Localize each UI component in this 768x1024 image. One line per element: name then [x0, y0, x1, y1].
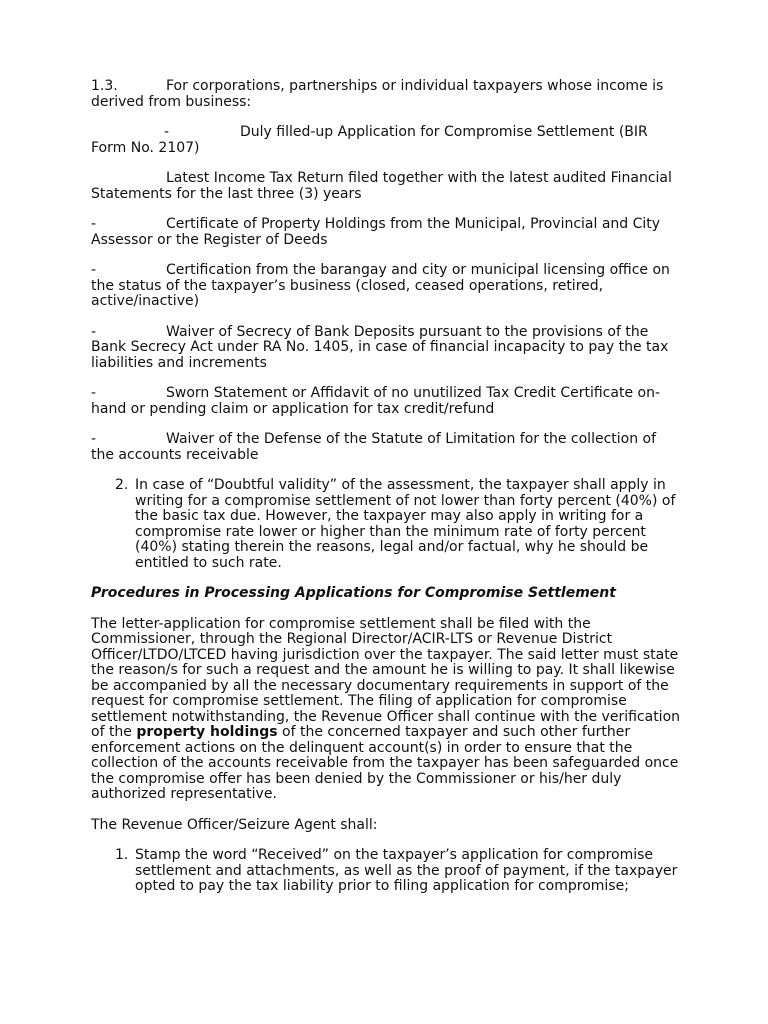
bullet-dash: -	[91, 262, 97, 278]
section-number: 1.3.	[91, 78, 118, 94]
requirement-text: Latest Income Tax Return filed together with the latest audited Financial Statements for the last three (3) years	[91, 170, 672, 202]
bullet-dash: -	[91, 385, 97, 401]
requirement-item	[91, 171, 681, 202]
document-body	[91, 79, 681, 910]
officer-intro: The Revenue Officer/Seizure Agent shall:	[91, 816, 378, 833]
bullet-dash: -	[164, 124, 170, 140]
requirement-text: Duly filled-up Application for Compromise Settlement (BIR Form No. 2107)	[91, 124, 648, 156]
procedures-text-before: The letter-application for compromise settlement shall be filed with the Commissioner, through the Regional Director/ACIR-LTS or Revenue District Officer/LTDO/LTCED having jurisdiction over the taxpayer. The said letter must state the reason/s for such a request and the amount he is willing to pay. It shall likewise be accompanied by all the necessary documentary requirements in support of the request for compromise settlement. The filing of application for compromise settlement notwithstanding, the Revenue Officer shall continue with the verification of the	[91, 615, 681, 740]
requirement-item	[91, 263, 681, 310]
requirement-item	[91, 386, 681, 417]
property-holdings-emphasis: property holdings	[136, 724, 278, 740]
requirement-item	[91, 325, 681, 372]
step-number: 1.	[115, 847, 129, 863]
requirement-text: Certification from the barangay and city or municipal licensing office on the status of the taxpayer’s business (closed, ceased operations, retired, active/inactive)	[91, 262, 670, 309]
item-text: In case of “Doubtful validity” of the assessment, the taxpayer shall apply in writing for a compromise settlement of not lower than forty percent (40%) of the basic tax due. However, the taxpayer may also apply in writing for a compromise rate lower or higher than the minimum rate of forty percent (40%) stating therein the reasons, legal and/or factual, why he should be entitled to such rate.	[135, 477, 676, 571]
procedures-paragraph	[91, 617, 681, 803]
doubtful-validity-item	[91, 478, 681, 571]
requirement-text: Waiver of the Defense of the Statute of Limitation for the collection of the accounts receivable	[91, 431, 657, 463]
requirement-text: Sworn Statement or Affidavit of no unutilized Tax Credit Certificate on-hand or pending claim or application for tax credit/refund	[91, 385, 660, 417]
requirement-item	[91, 125, 681, 156]
step-item	[91, 848, 681, 895]
requirement-item	[91, 217, 681, 248]
bullet-dash: -	[91, 431, 97, 447]
section-1-3	[91, 79, 681, 110]
procedures-heading: Procedures in Processing Applications for Compromise Settlement	[91, 585, 616, 601]
step-text: Stamp the word “Received” on the taxpayer’s application for compromise settlement and attachments, as well as the proof of payment, if the taxpayer opted to pay the tax liability prior to filing application for compromise;	[135, 847, 678, 894]
requirement-item	[91, 432, 681, 463]
section-text: For corporations, partnerships or individual taxpayers whose income is derived from business:	[91, 78, 664, 110]
requirement-text: Waiver of Secrecy of Bank Deposits pursuant to the provisions of the Bank Secrecy Act under RA No. 1405, in case of financial incapacity to pay the tax liabilities and increments	[91, 323, 669, 371]
procedures-text-after: of the concerned taxpayer and such other further enforcement actions on the delinquent account(s) in order to ensure that the collection of the accounts receivable from the taxpayer has been safeguarded once the compromise offer has been denied by the Commissioner or his/her duly authorized representative.	[91, 724, 679, 802]
item-number: 2.	[115, 477, 129, 493]
bullet-dash: -	[91, 216, 97, 232]
requirement-text: Certificate of Property Holdings from the Municipal, Provincial and City Assessor or the Register of Deeds	[91, 216, 661, 248]
bullet-dash: -	[91, 323, 97, 340]
